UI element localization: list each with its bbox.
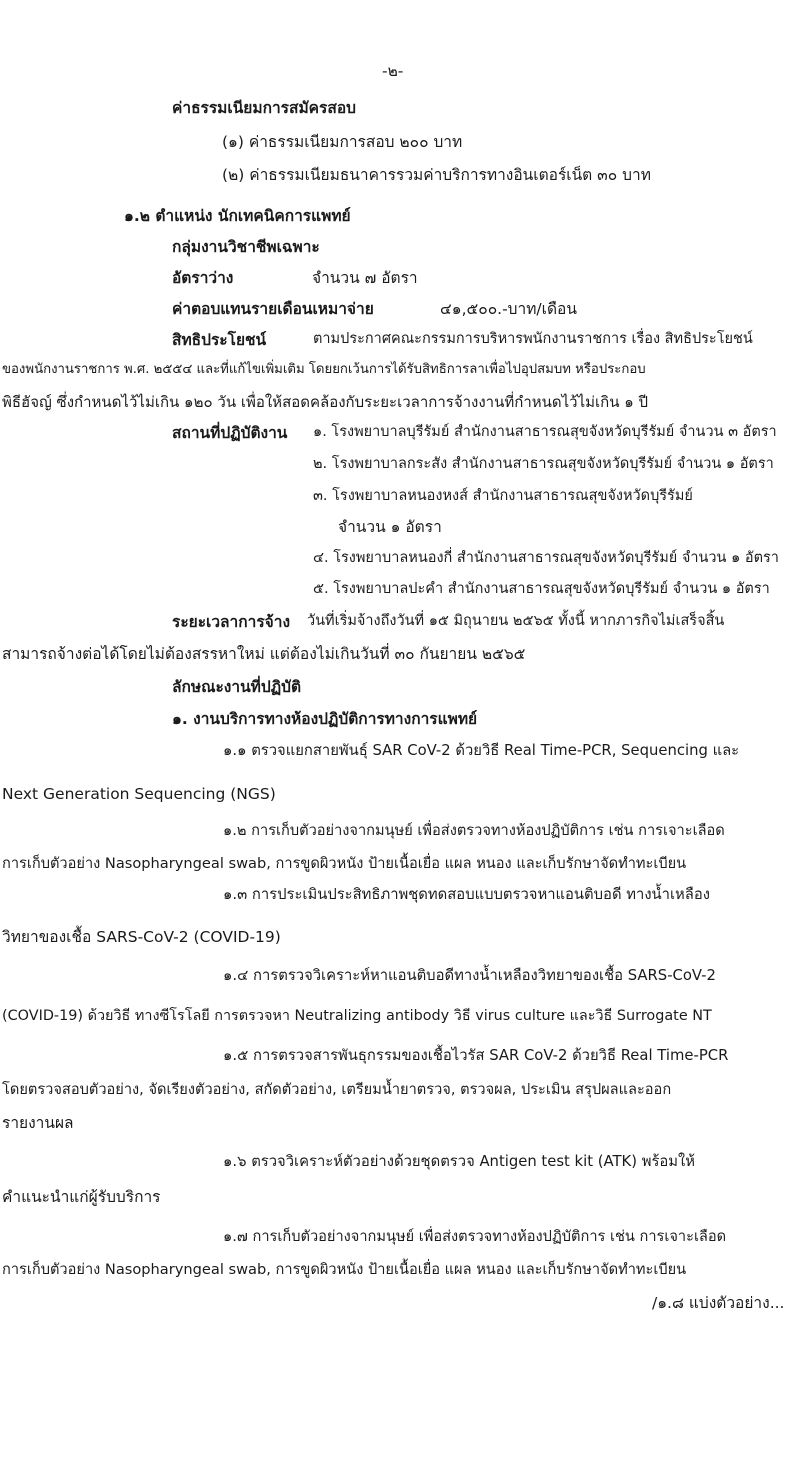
vacancy-value: จำนวน ๗ อัตรา [312,269,418,287]
benefits-line-3: พิธีฮัจญ์ ซึ่งกำหนดไว้ไม่เกิน ๑๒๐ วัน เพื่อให้สอดคล้องกับระยะเวลาการจ้างงานที่กำหนดไว้ไม่เกิน ๑ ปี [2,393,649,411]
fee-item-1: (๑) ค่าธรรมเนียมการสอบ ๒๐๐ บาท [222,133,463,151]
workplace-item-3-count: จำนวน ๑ อัตรา [338,518,442,536]
benefits-line-2: ของพนักงานราชการ พ.ศ. ๒๕๕๔ และที่แก้ไขเพิ่มเติม โดยยกเว้นการได้รับสิทธิการลาเพื่อไปอุปสมบท หรือประกอบ [2,362,646,377]
duty-1-5-line-1: ๑.๕ การตรวจสารพันธุกรรมของเชื้อไวรัส SAR CoV-2 ด้วยวิธี Real Time-PCR [223,1047,729,1064]
duty-1-5-line-2: โดยตรวจสอบตัวอย่าง, จัดเรียงตัวอย่าง, สกัดตัวอย่าง, เตรียมน้ำยาตรวจ, ตรวจผล, ประเมิน สรุปผลและออก [2,1081,672,1098]
position-heading: ๑.๒ ตำแหน่ง นักเทคนิคการแพทย์ [124,207,351,225]
workplace-item-2: ๒. โรงพยาบาลกระสัง สำนักงานสาธารณสุขจังหวัดบุรีรัมย์ จำนวน ๑ อัตรา [313,456,774,472]
continuation-note: /๑.๘ แบ่งตัวอย่าง... [652,1294,785,1312]
duties-heading: ลักษณะงานที่ปฏิบัติ [172,678,302,696]
duty-1-6-line-2: คำแนะนำแก่ผู้รับบริการ [2,1188,161,1206]
fee-item-2: (๒) ค่าธรรมเนียมธนาคารรวมค่าบริการทางอินเตอร์เน็ต ๓๐ บาท [222,166,651,184]
job-group: กลุ่มงานวิชาชีพเฉพาะ [172,238,320,256]
duty-1-4-line-1: ๑.๔ การตรวจวิเคราะห์หาแอนติบอดีทางน้ำเหลืองวิทยาของเชื้อ SARS-CoV-2 [223,967,716,984]
workplace-item-3: ๓. โรงพยาบาลหนองหงส์ สำนักงานสาธารณสุขจังหวัดบุรีรัมย์ [313,488,693,504]
duty-1-1-line-2: Next Generation Sequencing (NGS) [2,785,276,803]
benefits-line-1: ตามประกาศคณะกรรมการบริหารพนักงานราชการ เรื่อง สิทธิประโยชน์ [313,331,753,347]
workplace-label: สถานที่ปฏิบัติงาน [172,424,288,442]
workplace-item-5: ๕. โรงพยาบาลปะคำ สำนักงานสาธารณสุขจังหวัดบุรีรัมย์ จำนวน ๑ อัตรา [313,581,770,597]
duty-1-6-line-1: ๑.๖ ตรวจวิเคราะห์ตัวอย่างด้วยชุดตรวจ Antigen test kit (ATK) พร้อมให้ [223,1153,696,1170]
workplace-item-4: ๔. โรงพยาบาลหนองกี่ สำนักงานสาธารณสุขจังหวัดบุรีรัมย์ จำนวน ๑ อัตรา [313,550,779,566]
duty-1-2-line-1: ๑.๒ การเก็บตัวอย่างจากมนุษย์ เพื่อส่งตรวจทางห้องปฏิบัติการ เช่น การเจาะเลือด [223,822,725,839]
benefits-label: สิทธิประโยชน์ [172,331,267,349]
page-number: -๒- [382,62,404,80]
duty-1-7-line-2: การเก็บตัวอย่าง Nasopharyngeal swab, การขูดผิวหนัง ป้ายเนื้อเยื่อ แผล หนอง และเก็บรักษาจัดทำทะเบียน [2,1261,687,1278]
vacancy-label: อัตราว่าง [172,269,234,287]
duties-subheading: ๑. งานบริการทางห้องปฏิบัติการทางการแพทย์ [172,710,478,728]
duty-1-1-line-1: ๑.๑ ตรวจแยกสายพันธุ์ SAR CoV-2 ด้วยวิธี Real Time-PCR, Sequencing และ [223,742,740,759]
period-label: ระยะเวลาการจ้าง [172,613,291,631]
salary-value: ๔๑,๕๐๐.-บาท/เดือน [440,300,577,318]
salary-label: ค่าตอบแทนรายเดือนเหมาจ่าย [172,300,374,318]
period-line-1: วันที่เริ่มจ้างถึงวันที่ ๑๕ มิถุนายน ๒๕๖๕ ทั้งนี้ หากภารกิจไม่เสร็จสิ้น [307,613,725,629]
duty-1-4-line-2: (COVID-19) ด้วยวิธี ทางซีโรโลยี การตรวจหา Neutralizing antibody วิธี virus culture และวิธี Surrogate NT [2,1008,712,1024]
duty-1-7-line-1: ๑.๗ การเก็บตัวอย่างจากมนุษย์ เพื่อส่งตรวจทางห้องปฏิบัติการ เช่น การเจาะเลือด [223,1228,727,1245]
duty-1-5-line-3: รายงานผล [2,1114,74,1132]
fee-heading: ค่าธรรมเนียมการสมัครสอบ [172,99,356,117]
period-line-2: สามารถจ้างต่อได้โดยไม่ต้องสรรหาใหม่ แต่ต้องไม่เกินวันที่ ๓๐ กันยายน ๒๕๖๕ [2,645,526,663]
duty-1-3-line-2: วิทยาของเชื้อ SARS-CoV-2 (COVID-19) [2,928,281,946]
duty-1-2-line-2: การเก็บตัวอย่าง Nasopharyngeal swab, การขูดผิวหนัง ป้ายเนื้อเยื่อ แผล หนอง และเก็บรักษาจัดทำทะเบียน [2,855,687,872]
workplace-item-1: ๑. โรงพยาบาลบุรีรัมย์ สำนักงานสาธารณสุขจังหวัดบุรีรัมย์ จำนวน ๓ อัตรา [313,424,777,440]
duty-1-3-line-1: ๑.๓ การประเมินประสิทธิภาพชุดทดสอบแบบตรวจหาแอนติบอดี ทางน้ำเหลือง [223,886,710,903]
